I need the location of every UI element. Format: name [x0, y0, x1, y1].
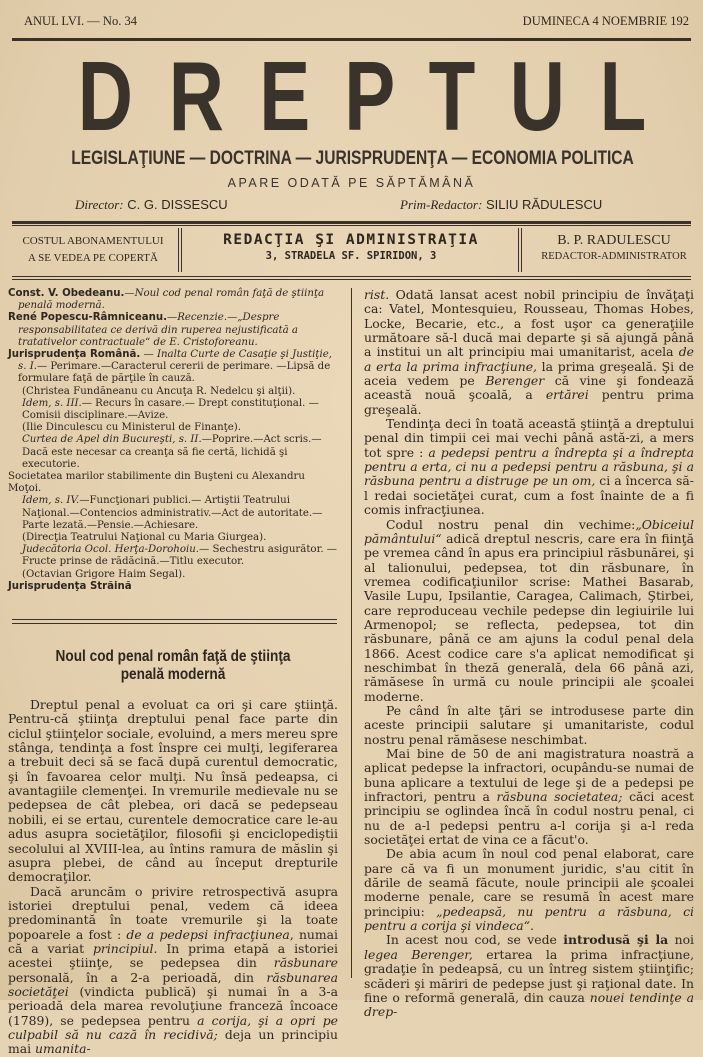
toc-court: Idem, s. III.	[22, 397, 82, 409]
article-paragraph: rist. Odată lansat acest nobil principiu de învăţaţi ca: Vatel, Montesquieu, Rousseau, Thomas Hobes, Locke, Becarie, etc., a fost uşor ca generaţiile următoare să-l ducă mai departe şi să ajungă până a institui un alt principiu mai umanitarist, acela de a erta la prima infracţiune, la prima greşeală. Şi de aceia vedem pe Berenger că vine şi fondează această nouă şcoală, a ertărei pentru prima greşeală.	[364, 287, 694, 417]
toc-parties: (Direcţia Teatrului Naţional cu Maria Giurgea).	[22, 532, 267, 544]
toc-topics: — Recurs în casare.— Drept constituţional. — Comisii disciplinare.—Avize.	[22, 397, 319, 422]
toc-parties: (Octavian Grigore Haim Segal).	[22, 568, 186, 580]
toc-parties: (Ilie Dinculescu cu Ministerul de Finanţe).	[22, 422, 241, 434]
masthead-letter: U	[510, 41, 566, 151]
director-name: C. G. DISSESCU	[127, 197, 228, 212]
toc-entry[interactable]	[8, 288, 338, 312]
article-paragraph: Pe când în alte ţări se introdusese parte din aceste principii salutare şi umanitariste, codul nostru penal rămăsese neschimbat.	[364, 702, 694, 747]
admin-name: B. P. RADULESCU	[557, 233, 671, 248]
right-column	[364, 288, 694, 1020]
column-divider	[351, 288, 352, 978]
subscription-info	[8, 228, 178, 277]
info-rule	[12, 276, 691, 277]
article-title-line: penală modernă	[120, 666, 226, 684]
article-paragraph: Mai bine de 50 de ani magistratura noastră a aplicat pedepse la infractori, ocupându-se numai de buna aplicare a textului de lege şi de a pedepsi pe infractori, pentru a răsbuna societatea; căci acest principiu se oglindea încă în codul nostru penal, ci nu de a-l pedepsi pentru a-l corija şi a-l reda societăţei ertat de vina ce a făcut'o.	[364, 746, 694, 848]
issue-line	[24, 14, 689, 32]
admin-info	[524, 228, 703, 276]
staff-line	[0, 197, 703, 213]
office-title: REDACŢIA ŞI ADMINISTRAŢIA	[223, 232, 479, 248]
toc-title: —Recenzie.—„Despre responsabilitatea ce derivă din ruperea nejustificată a tratativelor contractuale“ de E. Cristoforeanu.	[18, 312, 298, 348]
toc-court: — Inalta Curte de Casaţie şi Justiţie, s. I.	[18, 349, 333, 373]
article-paragraph: Tendinţa deci în toată această ştiinţă a dreptului penal din timpii cei mai vechi până astă-zi, a mers tot spre : a pedepsi pentru a îndrepta şi a îndrepta pentru a erta, ci nu a pedepsi pentru a răsbuna, şi a răsbuna pentru a distruge pe un om, ci a încerca să-l redai societăţei curat, cum a fost înainte de a fi comis infracţiunea.	[364, 416, 694, 518]
toc-entry[interactable]	[8, 398, 338, 422]
director	[75, 197, 228, 213]
info-rule-2	[12, 279, 691, 280]
masthead-letter: T	[428, 41, 476, 151]
article-paragraph: De abia acum în noul cod penal elaborat, care pare că va fi un monument juridic, s'au citit în dările de seamă făcute, noule principii ale şcoalei moderne penale, care se resumă în acest mare principiu: „pedeapsă, nu pentru a răsbuna, ci pentru a corija şi vindeca“.	[364, 846, 694, 934]
admin-role: REDACTOR-ADMINISTRATOR	[541, 251, 687, 262]
office-info	[184, 228, 518, 276]
masthead-letter: D	[77, 41, 133, 151]
chief-editor-name: SILIU RĂDULESCU	[485, 197, 603, 212]
director-label: Director:	[75, 197, 124, 212]
toc-parties: (Christea Fundăneanu cu Ancuţa R. Nedelcu şi alţii).	[22, 385, 296, 397]
toc-court: Idem, s. IV.	[22, 495, 80, 507]
info-divider	[178, 228, 182, 272]
chief-editor	[400, 197, 602, 213]
article-paragraph: In acest nou cod, se vede introdusă şi la noi legea Berenger, ertarea la prima infracţiune, gradaţie în pedeapsă, cu un întreg sistem ştiinţific; scăderi şi măriri de pedepse just şi raţional date. In fine o reformă generală, din cauza nouei tendinţe a drep-	[364, 932, 695, 1020]
toc-entry[interactable]	[8, 312, 338, 349]
toc-author: René Popescu-Râmniceanu.	[8, 312, 167, 324]
article-body-right	[364, 288, 694, 1020]
toc-topics: —Poprire.—Act scris.— Dacă este necesar ca creanţa să fie certă, lichidă şi executorie.	[22, 434, 322, 470]
office-address: 3, STRADELA SF. SPIRIDON, 3	[265, 250, 437, 262]
toc-court: Curtea de Apel din Bucureşti, s. II.	[22, 434, 202, 446]
toc-section: Jurisprudenţa Română.	[8, 349, 141, 361]
toc-topics: —Funcţionari publici.— Artiştii Teatrului Naţional.—Contencios administrativ.—Act de autoritate.—Parte lezată.—Pensie.—Achiesare.	[22, 495, 323, 531]
subscription-line: COSTUL ABONAMENTULUI	[22, 235, 164, 247]
toc-entry[interactable]	[8, 495, 338, 532]
section-separator	[12, 619, 337, 624]
article-paragraph: Dacă aruncăm o privire retrospectivă asupra istoriei dreptului penal, vedem că ideea predominantă în toate vremurile şi la toate popoarele a fost : de a pedepsi infracţiunea, numai că a variat principiul. In prima etapă a istoriei acestei ştiinţe, se pedepsea din răsbunare personală, în a 2-a perioadă, din răsbunarea societăţei (vindicta publică) şi numai în a 3-a perioadă dela marea revoluţiune franceză încoace (1789), se pedepsea pentru a corija, şi a opri pe culpabil să nu cază în recidivă; deja un principiu mai umanita-	[8, 883, 339, 1057]
issue-date: DUMINECA 4 NOEMBRIE 192	[522, 14, 689, 28]
toc-parties: Societatea marilor stabilimente din Buşteni cu Alexandru Moţoi.	[8, 471, 305, 495]
staff-rule	[12, 221, 691, 224]
toc-entry[interactable]	[8, 544, 338, 568]
article-paragraph: Codul nostru penal din vechime:„Obiceiul pământului“ adică dreptul nescris, care era în fiinţă pe vremea când în apus era principiul răsbunărei, şi al talionului, pedepsea, tot din răsbunare, în vremea codificaţiunilor scrise: Mathei Basarab, Vasile Lupu, Ipsilantie, Caragea, Calimach, Ştirbei, care reproduceau vechile pedepse din legiuirile lui Armenopol; se reflecta, pedepsea, tot din răsbunare, până ce am ajuns la codul penal dela 1866. Acest codice care s'a aplicat nemodificat şi neschimbat în theză generală, dela 66 până azi, rămăsese în urmă cu noule principii ale şcoalei moderne.	[364, 516, 694, 704]
toc-entry[interactable]	[8, 349, 338, 386]
masthead-letter: E	[258, 41, 310, 151]
article-title	[28, 648, 318, 684]
toc-author: Const. V. Obedeanu.	[8, 288, 125, 299]
article-title-line: Noul cod penal român faţă de ştiinţa	[55, 648, 291, 666]
toc-section: Jurisprudenţa Străină	[8, 580, 132, 592]
article-paragraph: Dreptul penal a evoluat ca ori şi care ştiinţă. Pentru-că ştiinţa dreptului penal face parte din ciclul ştiinţelor sociale, evoluind, a mers mereu spre stânga, tendinţa a fost înspre cei mulţi, legiferarea a trebuit deci să se facă după curentul democratic, şi în favoarea celor mulţi. Nu însă pedeapsa, ci avantagiile clemenţei. In vremurile medievale nu se pedepsea de cât plebea, ori dacă se pedepseau nobili, ei se ertau, curentele democratice care le-au adus asupra societăţilor, filosofii şi enciclopediştii secolului al XVIII-lea, au întins ramura de măslin şi asupra plebei, de când au început drepturile democraţilor.	[8, 697, 338, 885]
toc-court: Judecătoria Ocol. Herţa-Dorohoiu.	[22, 544, 200, 556]
toc-topics: — Perimare.—Caracterul cererii de perimare. —Lipsă de formulare faţă de părţile în cauză.	[18, 361, 331, 385]
toc-title: —Noul cod penal român faţă de ştiinţa penală modernă.	[18, 288, 325, 312]
chief-editor-label: Prim-Redactor:	[400, 197, 483, 212]
table-of-contents	[8, 288, 338, 593]
masthead-title	[70, 41, 653, 151]
article-body-left	[8, 698, 338, 1057]
left-column	[8, 288, 338, 1057]
masthead-letter: L	[599, 41, 647, 151]
issue-number: ANUL LVI. — No. 34	[24, 14, 137, 28]
masthead-subtitle: LEGISLAŢIUNE — DOCTRINA — JURISPRUDENŢA — ECONOMIA POLITICA	[71, 148, 634, 169]
toc-entry[interactable]	[8, 581, 338, 593]
masthead-letter: R	[168, 41, 224, 151]
toc-topics: — Sechestru asigurător. —Fructe prinse de rădăcină.—Titlu executor.	[22, 544, 337, 568]
publication-frequency: APARE ODATĂ PE SĂPTĂMÂNĂ	[227, 176, 476, 190]
info-bar	[8, 228, 695, 272]
toc-entry[interactable]	[8, 434, 338, 471]
masthead-letter: P	[344, 41, 396, 151]
info-divider	[518, 228, 522, 272]
subscription-line: A SE VEDEA PE COPERTĂ	[28, 252, 158, 264]
staff-rule-thin	[12, 225, 691, 226]
